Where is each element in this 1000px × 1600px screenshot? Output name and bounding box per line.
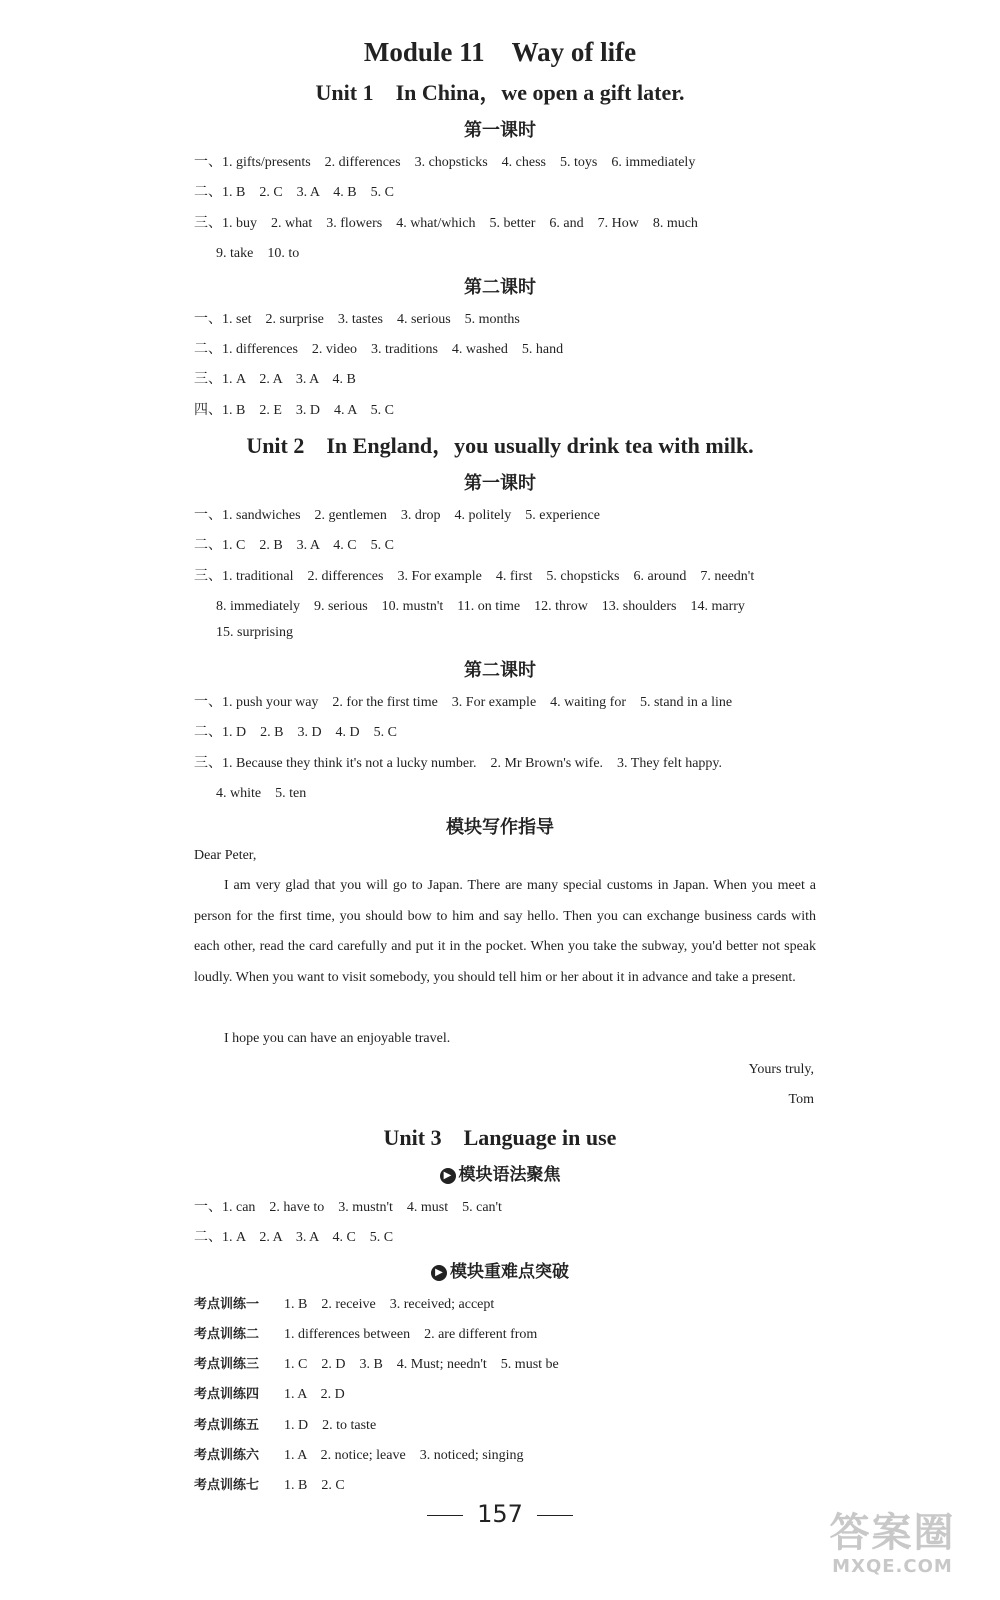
keypoint-label: 考点训练七 — [194, 1478, 260, 1493]
keypoints-heading — [0, 1257, 1000, 1282]
keypoint-row — [194, 1474, 345, 1494]
answer-line: 9. take 10. to — [216, 246, 300, 261]
keypoint-answers: 1. A 2. D — [284, 1387, 345, 1402]
play-icon: ▶ — [440, 1168, 456, 1184]
keypoint-answers: 1. D 2. to taste — [284, 1418, 377, 1433]
unit2-lesson1-title: 第一课时 — [464, 473, 536, 494]
answer-line: 二、1. B 2. C 3. A 4. B 5. C — [194, 185, 394, 200]
keypoint-row — [194, 1353, 559, 1373]
keypoint-label: 考点训练六 — [194, 1448, 260, 1463]
watermark-text: 答案圈 — [829, 1510, 956, 1556]
answer-line: 4. white 5. ten — [216, 786, 307, 801]
keypoint-answers: 1. B 2. receive 3. received; accept — [284, 1297, 495, 1312]
answer-line: 一、1. gifts/presents 2. differences 3. chopsticks 4. chess 5. toys 6. immediately — [194, 155, 696, 170]
keypoint-answers: 1. A 2. notice; leave 3. noticed; singing — [284, 1448, 524, 1463]
keypoint-row — [194, 1383, 345, 1403]
play-icon: ▶ — [431, 1265, 447, 1281]
unit1-title: Unit 1 In China，we open a gift later. — [315, 80, 685, 105]
answer-line: 二、1. C 2. B 3. A 4. C 5. C — [194, 538, 394, 553]
watermark-url: MXQE.COM — [832, 1556, 953, 1577]
unit2-lesson2-title: 第二课时 — [464, 660, 536, 681]
answer-line: 一、1. sandwiches 2. gentlemen 3. drop 4. politely 5. experience — [194, 508, 600, 523]
page-number-text: 157 — [477, 1500, 523, 1528]
answer-line: 三、1. traditional 2. differences 3. For example 4. first 5. chopsticks 6. around 7. needn't — [194, 569, 755, 584]
grammar-heading-label: 模块语法聚焦 — [458, 1165, 561, 1185]
keypoint-label: 考点训练五 — [194, 1418, 260, 1433]
answer-line: 二、1. A 2. A 3. A 4. C 5. C — [194, 1230, 394, 1245]
answer-line: 四、1. B 2. E 3. D 4. A 5. C — [194, 403, 394, 418]
module-title: Module 11 Way of life — [363, 37, 637, 67]
answer-line: 三、1. A 2. A 3. A 4. B — [194, 372, 356, 387]
keypoint-row — [194, 1444, 524, 1464]
grammar-heading — [0, 1160, 1000, 1185]
keypoint-answers: 1. B 2. C — [284, 1478, 345, 1493]
unit1-lesson1-title: 第一课时 — [464, 120, 536, 141]
keypoints-heading-label: 模块重难点突破 — [450, 1262, 569, 1282]
letter-closing: Yours truly, — [748, 1062, 814, 1077]
answer-line: 一、1. can 2. have to 3. mustn't 4. must 5. can't — [194, 1200, 502, 1215]
answer-line: 二、1. D 2. B 3. D 4. D 5. C — [194, 725, 398, 740]
keypoint-label: 考点训练三 — [194, 1357, 260, 1372]
keypoint-label: 考点训练一 — [194, 1297, 260, 1312]
dash-left — [427, 1515, 463, 1516]
answer-line: 一、1. set 2. surprise 3. tastes 4. serious 5. months — [194, 312, 520, 327]
keypoint-answers: 1. C 2. D 3. B 4. Must; needn't 5. must be — [284, 1357, 559, 1372]
keypoint-label: 考点训练四 — [194, 1387, 260, 1402]
answer-line: 8. immediately 9. serious 10. mustn't 11. on time 12. throw 13. shoulders 14. marry — [216, 599, 745, 614]
keypoint-label: 考点训练二 — [194, 1327, 260, 1342]
letter-signature: Tom — [788, 1092, 814, 1107]
unit2-title: Unit 2 In England，you usually drink tea with milk. — [246, 433, 754, 458]
keypoint-row — [194, 1323, 537, 1343]
answer-line: 15. surprising — [216, 625, 293, 640]
answer-line: 三、1. buy 2. what 3. flowers 4. what/which 5. better 6. and 7. How 8. much — [194, 216, 698, 231]
watermark-logo — [805, 1510, 980, 1590]
keypoint-row — [194, 1293, 494, 1313]
dash-right — [537, 1515, 573, 1516]
keypoint-answers: 1. differences between 2. are different from — [284, 1327, 538, 1342]
answer-line: 一、1. push your way 2. for the first time 3. For example 4. waiting for 5. stand in a line — [194, 695, 733, 710]
answer-line: 二、1. differences 2. video 3. traditions 4. washed 5. hand — [194, 342, 564, 357]
unit1-lesson2-title: 第二课时 — [464, 277, 536, 298]
letter-salutation: Dear Peter, — [194, 848, 257, 863]
letter-closing-sentence: I hope you can have an enjoyable travel. — [224, 1031, 451, 1046]
letter-body: I am very glad that you will go to Japan. There are many special customs in Japan. When you meet a person for the first time, you should bow to him and say hello. Then you can exchange business cards with each other, read the card carefully and put it in the pocket. When you take the subway, you'd better not speak loudly. When you want to visit somebody, you should tell him or her about it in advance and take a present. — [194, 878, 816, 985]
writing-title: 模块写作指导 — [446, 817, 554, 838]
answer-line: 三、1. Because they think it's not a lucky number. 2. Mr Brown's wife. 3. They felt happy. — [194, 756, 723, 771]
keypoint-row — [194, 1414, 376, 1434]
unit3-title: Unit 3 Language in use — [383, 1125, 617, 1150]
